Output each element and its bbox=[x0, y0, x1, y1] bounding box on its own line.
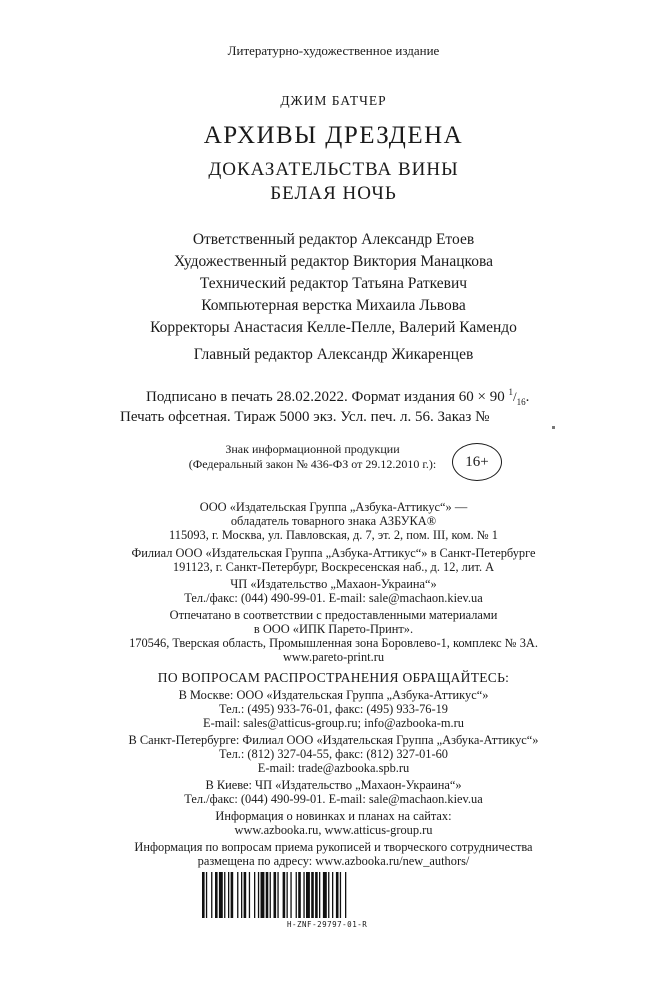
spb-line-1: В Санкт-Петербурге: Филиал ООО «Издательская Группа „Азбука-Аттикус“» bbox=[128, 733, 539, 747]
printer-line-1: Отпечатано в соответствии с предоставленными материалами bbox=[169, 608, 498, 622]
info-sign-line-1: Знак информационной продукции bbox=[225, 442, 400, 456]
print-format-end: . bbox=[525, 389, 530, 405]
ukraine-contacts: Тел./факс: (044) 490-99-01. E-mail: sale@machaon.kiev.ua bbox=[184, 591, 483, 605]
manuscripts-line-1: Информация по вопросам приема рукописей и творческого сотрудничества bbox=[134, 840, 533, 854]
spb-email: E-mail: trade@azbooka.spb.ru bbox=[257, 761, 410, 775]
info-sign-text bbox=[180, 442, 445, 472]
credit-line: Ответственный редактор Александр Етоев bbox=[192, 231, 475, 248]
age-rating-badge: 16+ bbox=[452, 443, 502, 481]
info-sign-line-2: (Федеральный закон № 436-ФЗ от 29.12.2010 г.): bbox=[188, 457, 437, 471]
fraction-denominator: 16 bbox=[516, 397, 526, 407]
print-format-text: Подписано в печать 28.02.2022. Формат издания 60 × 90 bbox=[146, 389, 509, 405]
print-info-line-2: Печать офсетная. Тираж 5000 экз. Усл. печ. л. 56. Заказ № bbox=[120, 409, 490, 425]
news-info-sites: www.azbooka.ru, www.atticus-group.ru bbox=[234, 823, 433, 837]
moscow-line-1: В Москве: ООО «Издательская Группа „Азбука-Аттикус“» bbox=[178, 688, 489, 702]
book-title: АРХИВЫ ДРЕЗДЕНА bbox=[203, 122, 464, 149]
credit-line: Корректоры Анастасия Келле-Пелле, Валерий Камендо bbox=[150, 319, 517, 336]
print-mark bbox=[552, 426, 555, 429]
fraction-numerator: 1 bbox=[508, 387, 513, 397]
kiev-line-1: В Киеве: ЧП «Издательство „Махаон-Украина“» bbox=[205, 778, 462, 792]
spb-branch-address: 191123, г. Санкт-Петербург, Воскресенская наб., д. 12, лит. А bbox=[172, 560, 495, 574]
printer-website: www.pareto-print.ru bbox=[282, 650, 385, 664]
spb-phones: Тел.: (812) 327-04-55, факс: (812) 327-01-60 bbox=[218, 747, 448, 761]
publisher-line-1: ООО «Издательская Группа „Азбука-Аттикус“» — bbox=[199, 500, 468, 514]
printer-line-2: в ООО «ИПК Парето-Принт». bbox=[253, 622, 414, 636]
spb-branch-line-1: Филиал ООО «Издательская Группа „Азбука-Аттикус“» в Санкт-Петербурге bbox=[131, 546, 536, 560]
barcode-label: H-ZNF-29797-01-R bbox=[287, 920, 368, 929]
credit-line: Технический редактор Татьяна Раткевич bbox=[199, 275, 468, 292]
book-subtitle-2: БЕЛАЯ НОЧЬ bbox=[270, 183, 397, 204]
book-subtitle-1: ДОКАЗАТЕЛЬСТВА ВИНЫ bbox=[208, 159, 459, 180]
barcode-image bbox=[202, 872, 464, 918]
print-info-line-1: Подписано в печать 28.02.2022. Формат издания 60 × 90 $^1/_{16}$. bbox=[146, 387, 530, 407]
genre-label: Литературно-художественное издание bbox=[227, 43, 440, 58]
kiev-contacts: Тел./факс: (044) 490-99-01. E-mail: sale@machaon.kiev.ua bbox=[184, 792, 483, 806]
distribution-heading: ПО ВОПРОСАМ РАСПРОСТРАНЕНИЯ ОБРАЩАЙТЕСЬ: bbox=[157, 670, 510, 685]
chief-editor: Главный редактор Александр Жикаренцев bbox=[193, 346, 474, 363]
manuscripts-line-2: размещена по адресу: www.azbooka.ru/new_authors/ bbox=[197, 854, 470, 868]
credit-line: Компьютерная верстка Михаила Львова bbox=[201, 297, 466, 314]
printer-address: 170546, Тверская область, Промышленная зона Боровлево-1, комплекс № 3А. bbox=[129, 636, 538, 650]
publisher-line-2: обладатель товарного знака АЗБУКА® bbox=[230, 514, 437, 528]
ukraine-line-1: ЧП «Издательство „Махаон-Украина“» bbox=[230, 577, 437, 591]
credit-line: Художественный редактор Виктория Манацкова bbox=[174, 253, 493, 270]
news-info-line-1: Информация о новинках и планах на сайтах: bbox=[215, 809, 452, 823]
moscow-phones: Тел.: (495) 933-76-01, факс: (495) 933-76-19 bbox=[218, 702, 448, 716]
publisher-address: 115093, г. Москва, ул. Павловская, д. 7, эт. 2, пом. III, ком. № 1 bbox=[169, 528, 498, 542]
author-name: ДЖИМ БАТЧЕР bbox=[280, 93, 387, 108]
moscow-email: E-mail: sales@atticus-group.ru; info@azbooka-m.ru bbox=[203, 716, 464, 730]
